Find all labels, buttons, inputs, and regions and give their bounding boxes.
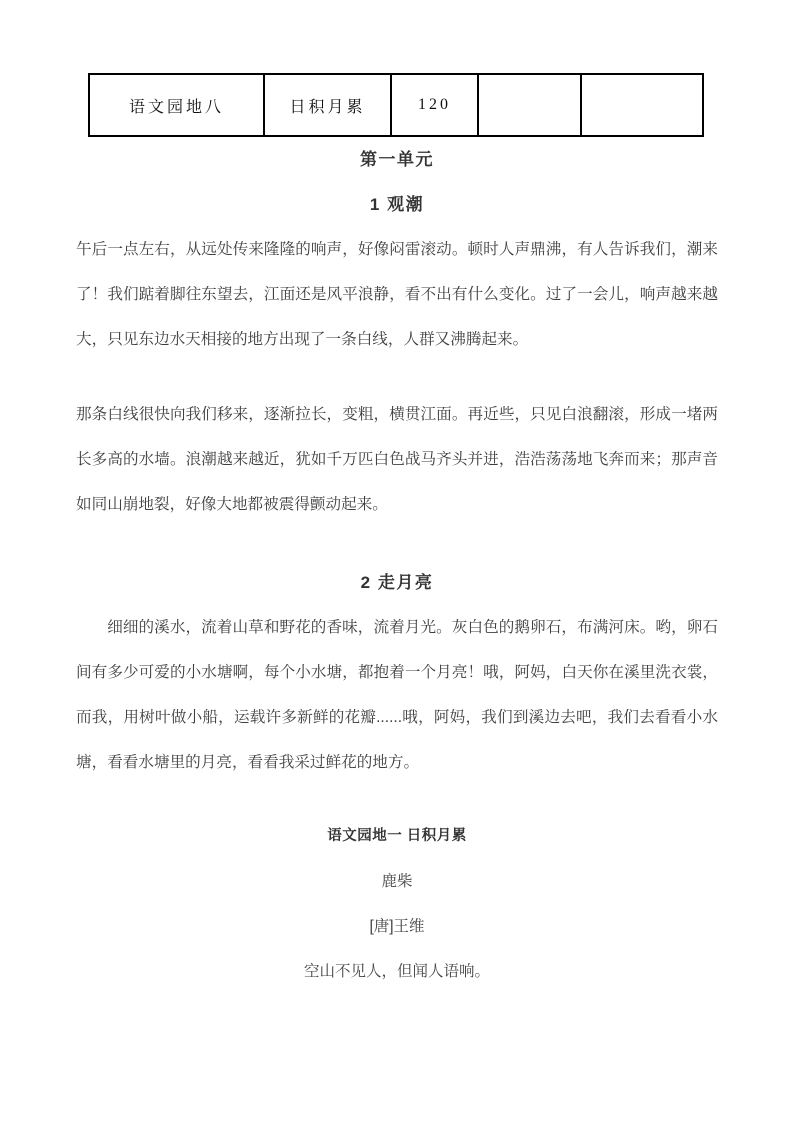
- unit-heading: 第一单元: [360, 150, 434, 169]
- header-table-cell-title: 语文园地八: [89, 74, 264, 136]
- header-table: [88, 73, 704, 137]
- lesson1-paragraph-2: 那条白线很快向我们移来，逐渐拉长，变粗，横贯江面。再近些，只见白浪翻滚，形成一堵两长多高的水墙。浪潮越来越近，犹如千万匹白色战马齐头并进，浩浩荡荡地飞奔而来；那声音如同山崩地裂，好像大地都被震得颤动起来。: [76, 406, 718, 513]
- lesson2-title: 2 走月亮: [360, 573, 434, 592]
- poem-title: 鹿柴: [381, 873, 413, 890]
- garden-section-title: 语文园地一 日积月累: [327, 828, 467, 844]
- lesson1-paragraph-1: 午后一点左右，从远处传来隆隆的响声，好像闷雷滚动。顿时人声鼎沸，有人告诉我们，潮来了！我们踮着脚往东望去，江面还是风平浪静，看不出有什么变化。过了一会儿，响声越来越大，只见东边水天相接的地方出现了一条白线，人群又沸腾起来。: [76, 241, 718, 348]
- poem-line-1: 空山不见人，但闻人语响。: [303, 963, 490, 980]
- lesson1-title: 1 观潮: [369, 195, 425, 214]
- lesson2-paragraph-1: 细细的溪水，流着山草和野花的香味，流着月光。灰白色的鹅卵石，布满河床。哟，卵石间有多少可爱的小水塘啊，每个小水塘，都抱着一个月亮！哦，阿妈，白天你在溪里洗衣裳，而我，用树叶做小船，运载许多新鲜的花瓣......哦，阿妈，我们到溪边去吧，我们去看看小水塘，看看水塘里的月亮，看看我采过鲜花的地方。: [76, 619, 718, 771]
- poem-author: [唐]王维: [369, 918, 425, 935]
- header-table-cell-empty-2: [581, 74, 703, 136]
- header-table-row: [89, 74, 703, 136]
- header-table-cell-empty-1: [478, 74, 581, 136]
- header-table-cell-section: 日积月累: [264, 74, 391, 136]
- header-table-cell-page-number: 120: [391, 74, 478, 136]
